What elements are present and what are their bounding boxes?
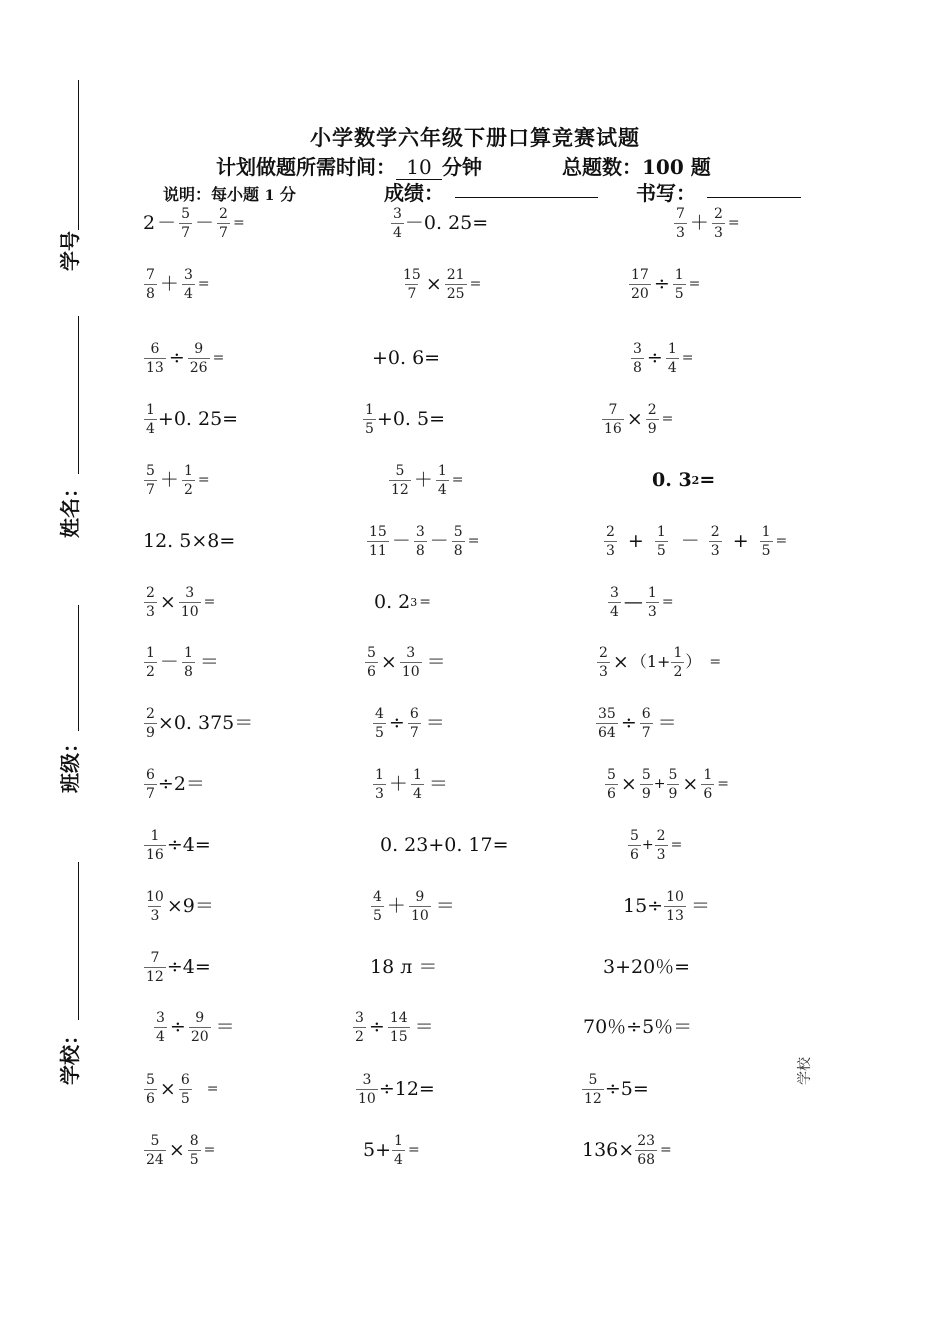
fraction: $\frac{1}{2}$ xyxy=(146,644,155,680)
fraction: $\frac{3}{2}$ xyxy=(355,1009,364,1045)
fraction: $\frac{1}{4}$ xyxy=(394,1132,403,1168)
fraction: $\frac{2}{3}$ xyxy=(713,205,723,241)
school-small-label: 学校 xyxy=(797,1057,813,1085)
problem-r7c3: $\frac{3}{4}$ — $\frac{1}{3}$ = xyxy=(610,584,674,620)
problem-r9c1 xyxy=(143,698,253,748)
problem-r4c3: $\frac{7}{16}$ × $\frac{2}{9}$ = xyxy=(604,401,674,437)
problem-r12c2: $\frac{4}{5}$ ＋ $\frac{9}{10}$ ＝ xyxy=(373,888,455,924)
fraction: $\frac{21}{25}$ xyxy=(446,266,465,302)
total-count-value: 100 题 xyxy=(642,155,711,179)
page-title: 小学数学六年级下册口算竞赛试题 xyxy=(310,125,640,150)
fraction: $\frac{5}{6}$ xyxy=(367,644,376,680)
problem-r11c2 xyxy=(380,820,509,870)
problem-r10c2: $\frac{1}{3}$ ＋ $\frac{1}{4}$ ＝ xyxy=(375,766,448,802)
problem-r5c2: $\frac{5}{12}$ ＋ $\frac{1}{4}$ = xyxy=(391,462,464,498)
expr-text: 12. 5×8= xyxy=(143,529,236,552)
fraction: $\frac{4}{5}$ xyxy=(375,705,384,741)
problem-r7c2 xyxy=(374,577,431,627)
class-label: 班级： xyxy=(58,733,82,793)
expr-text: 0. 3 xyxy=(652,468,692,491)
expr-text: ÷2＝ xyxy=(157,772,205,795)
fraction: $\frac{3}{8}$ xyxy=(633,340,642,376)
num: 2 xyxy=(143,211,156,234)
plan-time xyxy=(216,151,482,180)
problem-r13c3 xyxy=(603,942,690,992)
expr-text: 136× xyxy=(582,1138,635,1161)
fraction: $\frac{6}{5}$ xyxy=(180,1071,190,1107)
score-label: 成绩： xyxy=(384,181,444,205)
fraction: $\frac{1}{2}$ xyxy=(183,462,193,498)
problem-r15c2 xyxy=(355,1064,435,1114)
fraction: $\frac{7}{16}$ xyxy=(604,401,622,437)
problem-r2c2: $\frac{15}{7}$ × $\frac{21}{25}$ = xyxy=(403,266,482,302)
fraction: $\frac{9}{10}$ xyxy=(410,888,429,924)
fraction: $\frac{1}{2}$ xyxy=(673,644,683,680)
fraction: $\frac{17}{20}$ xyxy=(631,266,649,302)
paren-open: （1+ xyxy=(630,652,671,671)
fraction: $\frac{9}{20}$ xyxy=(190,1009,209,1045)
fraction: $\frac{2}{3}$ xyxy=(606,523,615,559)
fraction: $\frac{2}{3}$ xyxy=(599,644,608,680)
fraction: $\frac{3}{10}$ xyxy=(180,584,199,620)
fraction: $\frac{6}{7}$ xyxy=(146,766,155,802)
fraction: $\frac{2}{3}$ xyxy=(656,827,666,863)
fraction: $\frac{5}{6}$ xyxy=(146,1071,155,1107)
fraction: $\frac{4}{5}$ xyxy=(373,888,382,924)
expr-text: 0. 23+0. 17= xyxy=(380,833,509,856)
problem-r4c1 xyxy=(143,394,238,444)
problem-r11c1 xyxy=(143,820,211,870)
fraction: $\frac{5}{6}$ xyxy=(607,766,616,802)
problem-r1c2 xyxy=(390,198,488,248)
fraction: $\frac{15}{7}$ xyxy=(403,266,421,302)
fraction: $\frac{1}{4}$ xyxy=(667,340,677,376)
fraction: $\frac{23}{68}$ xyxy=(637,1132,656,1168)
fraction: $\frac{2}{7}$ xyxy=(219,205,228,241)
fraction: $\frac{10}{13}$ xyxy=(666,888,684,924)
expr-text: +0. 6= xyxy=(372,346,441,369)
fraction: $\frac{5}{12}$ xyxy=(584,1071,602,1107)
fraction: $\frac{1}{5}$ xyxy=(674,266,684,302)
expr-text: ÷4= xyxy=(166,833,211,856)
school-label: 学校： xyxy=(58,1025,82,1085)
problem-r9c3: $\frac{35}{64}$ ÷ $\frac{6}{7}$ ＝ xyxy=(598,705,677,741)
fraction: $\frac{2}{9}$ xyxy=(647,401,657,437)
problem-r5c1: $\frac{5}{7}$ ＋ $\frac{1}{2}$ = xyxy=(146,462,210,498)
problem-r1c1: 2 － $\frac{5}{7}$ － $\frac{2}{7}$ = xyxy=(143,205,245,241)
fraction: $\frac{1}{4}$ xyxy=(146,401,155,437)
note-unit: 分 xyxy=(279,185,296,204)
problem-r9c2: $\frac{4}{5}$ ÷ $\frac{6}{7}$ ＝ xyxy=(375,705,445,741)
fraction: $\frac{5}{9}$ xyxy=(668,766,678,802)
plan-time-unit: 分钟 xyxy=(442,155,482,179)
problem-r8c1: $\frac{1}{2}$ － $\frac{1}{8}$ ＝ xyxy=(146,644,219,680)
expr-text: －0. 25= xyxy=(404,211,489,234)
expr-text: ×9＝ xyxy=(166,894,214,917)
problem-r15c3 xyxy=(581,1064,649,1114)
fraction: $\frac{5}{7}$ xyxy=(181,205,191,241)
note-value: 1 xyxy=(264,188,275,204)
fraction: $\frac{5}{7}$ xyxy=(146,462,155,498)
problem-r6c1 xyxy=(143,516,235,566)
problem-r16c2: 5+ $\frac{1}{4}$ = xyxy=(363,1132,420,1168)
expr-text: +0. 5= xyxy=(376,407,446,430)
fraction: $\frac{7}{8}$ xyxy=(146,266,155,302)
fraction: $\frac{3}{10}$ xyxy=(358,1071,376,1107)
fraction: $\frac{14}{15}$ xyxy=(389,1009,408,1045)
expr-text: 0. 2 xyxy=(374,590,411,613)
problem-r8c2: $\frac{5}{6}$ × $\frac{3}{10}$ ＝ xyxy=(367,644,446,680)
total-count-label: 总题数： xyxy=(562,155,642,179)
name-line[interactable] xyxy=(78,316,79,474)
fraction: $\frac{1}{3}$ xyxy=(647,584,657,620)
expr-text: ÷4= xyxy=(166,955,211,978)
fraction: $\frac{3}{4}$ xyxy=(183,266,193,302)
fraction: $\frac{1}{4}$ xyxy=(412,766,422,802)
problem-r7c1: $\frac{2}{3}$ × $\frac{3}{10}$ = xyxy=(146,584,216,620)
fraction: $\frac{6}{7}$ xyxy=(409,705,419,741)
problem-r1c3: $\frac{7}{3}$ ＋ $\frac{2}{3}$ = xyxy=(676,205,740,241)
class-line[interactable] xyxy=(78,605,79,731)
equals: = xyxy=(699,468,716,491)
problem-r3c2 xyxy=(372,333,440,383)
fraction: $\frac{8}{5}$ xyxy=(189,1132,199,1168)
problem-r14c2: $\frac{3}{2}$ ÷ $\frac{14}{15}$ ＝ xyxy=(355,1009,434,1045)
fraction: $\frac{3}{4}$ xyxy=(156,1009,165,1045)
name-label: 姓名： xyxy=(58,478,82,538)
fraction: $\frac{3}{10}$ xyxy=(401,644,420,680)
fraction: $\frac{9}{26}$ xyxy=(189,340,208,376)
school-line[interactable] xyxy=(78,862,79,1020)
problem-r5c3 xyxy=(652,455,715,505)
exponent: 2 xyxy=(691,473,700,487)
exponent: 3 xyxy=(410,595,418,609)
fraction: $\frac{5}{12}$ xyxy=(391,462,409,498)
expr-text: 70％÷5％＝ xyxy=(583,1015,693,1038)
fraction: $\frac{1}{5}$ xyxy=(365,401,374,437)
fraction: $\frac{5}{24}$ xyxy=(146,1132,164,1168)
fraction: $\frac{1}{5}$ xyxy=(761,523,771,559)
fraction: $\frac{6}{13}$ xyxy=(146,340,164,376)
expr-text: 3+20％= xyxy=(603,955,691,978)
fraction: $\frac{1}{3}$ xyxy=(375,766,384,802)
fraction: $\frac{15}{11}$ xyxy=(369,523,387,559)
problem-r2c3: $\frac{17}{20}$ ÷ $\frac{1}{5}$ = xyxy=(631,266,701,302)
fraction: $\frac{5}{9}$ xyxy=(641,766,651,802)
problem-r13c1 xyxy=(143,942,211,992)
problem-r6c2: $\frac{15}{11}$ － $\frac{3}{8}$ － $\frac{5}{8}$ = xyxy=(369,523,480,559)
problem-r3c3: $\frac{3}{8}$ ÷ $\frac{1}{4}$ = xyxy=(633,340,694,376)
expr-text: 5+ xyxy=(363,1138,392,1161)
problem-r12c1 xyxy=(143,881,214,931)
expr-text: ÷5= xyxy=(604,1077,649,1100)
fraction: $\frac{1}{4}$ xyxy=(437,462,447,498)
problem-r12c3: 15÷ $\frac{10}{13}$ ＝ xyxy=(623,888,710,924)
expr-text: ×0. 375＝ xyxy=(157,711,254,734)
fraction: $\frac{2}{3}$ xyxy=(146,584,155,620)
fraction: $\frac{1}{8}$ xyxy=(183,644,193,680)
problem-r10c1 xyxy=(143,759,205,809)
fraction: $\frac{5}{8}$ xyxy=(453,523,463,559)
fraction: $\frac{5}{6}$ xyxy=(630,827,639,863)
fraction: $\frac{3}{4}$ xyxy=(610,584,619,620)
fraction: $\frac{2}{9}$ xyxy=(146,705,155,741)
student-no-line[interactable] xyxy=(78,80,79,230)
fraction: $\frac{3}{4}$ xyxy=(393,205,402,241)
plan-time-value[interactable]: 10 xyxy=(396,155,442,180)
problem-r8c3: $\frac{2}{3}$ × （1+ $\frac{1}{2}$ ） = xyxy=(599,644,722,680)
problem-r11c3: $\frac{5}{6}$ + $\frac{2}{3}$ = xyxy=(630,827,683,863)
fraction: $\frac{7}{12}$ xyxy=(146,949,164,985)
problem-r6c3: $\frac{2}{3}$ + $\frac{1}{5}$ － $\frac{2}{3}$ + $\frac{1}{5}$ = xyxy=(606,523,788,559)
problem-r14c1: $\frac{3}{4}$ ÷ $\frac{9}{20}$ ＝ xyxy=(156,1009,235,1045)
equals: = xyxy=(419,594,431,610)
fraction: $\frac{2}{3}$ xyxy=(710,523,720,559)
fraction: $\frac{35}{64}$ xyxy=(598,705,616,741)
paren-close: ） xyxy=(685,652,702,671)
note-label: 说明：每小题 xyxy=(163,185,260,204)
problem-r15c1: $\frac{5}{6}$ × $\frac{6}{5}$ = xyxy=(146,1071,219,1107)
fraction: $\frac{1}{5}$ xyxy=(656,523,666,559)
fraction: $\frac{1}{6}$ xyxy=(703,766,713,802)
expr-text: 15÷ xyxy=(623,894,664,917)
plan-time-label: 计划做题所需时间： xyxy=(216,155,396,179)
problem-r2c1: $\frac{7}{8}$ ＋ $\frac{3}{4}$ = xyxy=(146,266,210,302)
fraction: $\frac{1}{16}$ xyxy=(146,827,164,863)
fraction: $\frac{3}{8}$ xyxy=(415,523,425,559)
expr-text: ÷12= xyxy=(378,1077,435,1100)
problem-r3c1: $\frac{6}{13}$ ÷ $\frac{9}{26}$ = xyxy=(146,340,225,376)
fraction: $\frac{10}{3}$ xyxy=(146,888,164,924)
problem-r16c1: $\frac{5}{24}$ × $\frac{8}{5}$ = xyxy=(146,1132,216,1168)
problem-r13c2 xyxy=(370,942,437,992)
total-count xyxy=(562,151,711,180)
expr-text: +0. 25= xyxy=(157,407,239,430)
student-no-label: 学号 xyxy=(58,231,82,271)
fraction: $\frac{7}{3}$ xyxy=(676,205,685,241)
problem-r14c3 xyxy=(583,1002,692,1052)
fraction: $\frac{6}{7}$ xyxy=(641,705,651,741)
problem-r4c2 xyxy=(362,394,445,444)
writing-label: 书写： xyxy=(636,181,696,205)
expr-text: 18 л ＝ xyxy=(370,955,438,978)
problem-r16c3: 136× $\frac{23}{68}$ = xyxy=(582,1132,672,1168)
problem-r10c3: $\frac{5}{6}$ × $\frac{5}{9}$ + $\frac{5}{9}$ × $\frac{1}{6}$ = xyxy=(607,766,729,802)
